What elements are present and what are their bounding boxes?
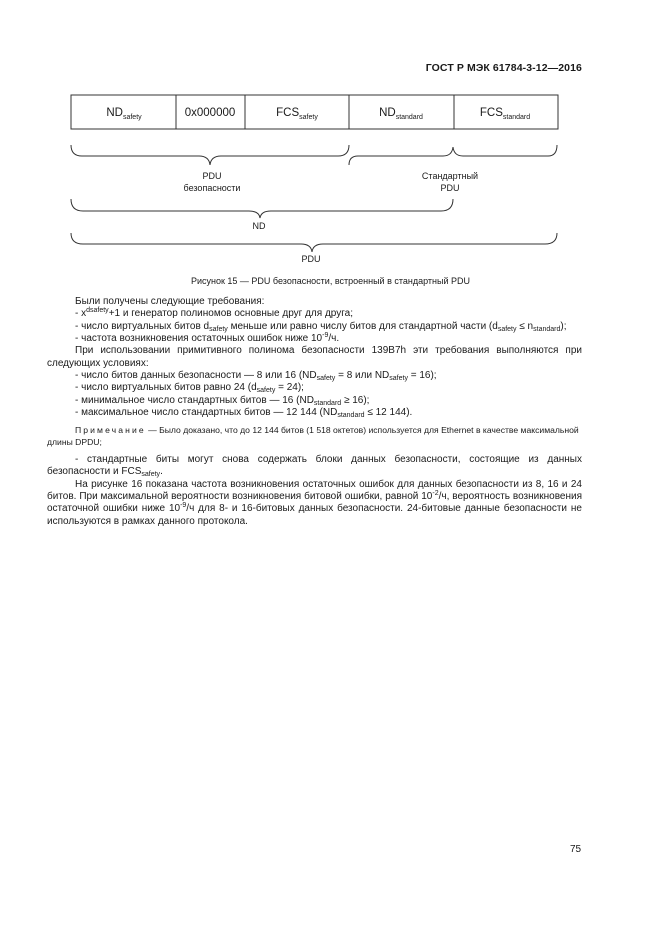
list-item: - частота возникновения остаточных ошибок ниже $10^{-9}/ч$.	[75, 332, 340, 345]
label-pdu-safety-2: безопасности	[183, 183, 241, 193]
field-zero-pad: 0x000000	[184, 107, 236, 119]
label-std-pdu-2: PDU	[440, 183, 460, 193]
page-number: 75	[570, 844, 582, 855]
field-nd-standard: $ND_{standard}$	[379, 107, 423, 121]
list-item: - минимальное число стандартных битов — 16 $(ND_{standard} \ge 16)$;	[75, 394, 370, 407]
paragraph: Были получены следующие требования:	[75, 296, 265, 307]
pdu-diagram	[0, 0, 661, 275]
label-pdu: PDU	[301, 254, 321, 264]
document-header: ГОСТ Р МЭК 61784-3-12—2016	[425, 62, 582, 74]
brace-standard-pdu	[349, 145, 557, 165]
field-fcs-standard: $FCS_{standard}$	[479, 107, 531, 121]
paragraph: При использовании примитивного полинома безопасности 139B7h эти требования выполняются при следующих условиях:	[47, 345, 582, 369]
brace-pdu-safety	[71, 145, 349, 165]
list-item: - стандартные биты могут снова содержать блоки данных безопасности, состоящие из данных безопасности и $FCS_{safety}$.	[47, 453, 582, 479]
figure-caption: Рисунок 15 — PDU безопасности, встроенный в стандартный PDU	[190, 276, 471, 286]
list-item: - $x^{dsafety}+1$ и генератор полиномов основные друг для друга;	[75, 307, 353, 320]
list-item: - максимальное число стандартных битов — 12 144 ($ND_{standard} \le 12$ 144).	[75, 407, 413, 420]
body-text	[47, 296, 582, 528]
label-nd: ND	[252, 221, 266, 231]
field-nd-safety: $ND_{safety}$	[106, 107, 142, 121]
list-item: - число виртуальных битов $d_{safety}$ меньше или равно числу битов для стандартной части $(d_{safety} \le n_{standard})$;	[75, 320, 567, 333]
list-item: - число битов данных безопасности — 8 или 16 ($ND_{safety} = 8$ или $ND_{safety} = 16$);	[75, 370, 437, 383]
label-std-pdu-1: Стандартный	[421, 171, 479, 181]
field-fcs-safety: $FCS_{safety}$	[276, 107, 318, 121]
brace-pdu	[71, 233, 557, 252]
paragraph: На рисунке 16 показана частота возникновения остаточных ошибок для данных безопасности из 8, 16 и 24 битов. При максимальной вероятности возникновения битовой ошибки, равной $10^{-2}/ч$, вероятность возникновения остаточной ошибки ниже $10^{-9}/ч$ для 8- и 16-битовых данных безопасности. 24-битовые данные безопасности не используются в рамках данного протокола.	[47, 478, 582, 527]
note: Примечание — Было доказано, что до 12 144 битов (1 518 октетов) используется для Ethernet в качестве максимальной длины DPDU;	[47, 425, 579, 447]
list-item: - число виртуальных битов равно 24 $(d_{safety} = 24)$;	[75, 382, 304, 395]
brace-nd	[71, 199, 453, 218]
label-pdu-safety-1: PDU	[202, 171, 222, 181]
